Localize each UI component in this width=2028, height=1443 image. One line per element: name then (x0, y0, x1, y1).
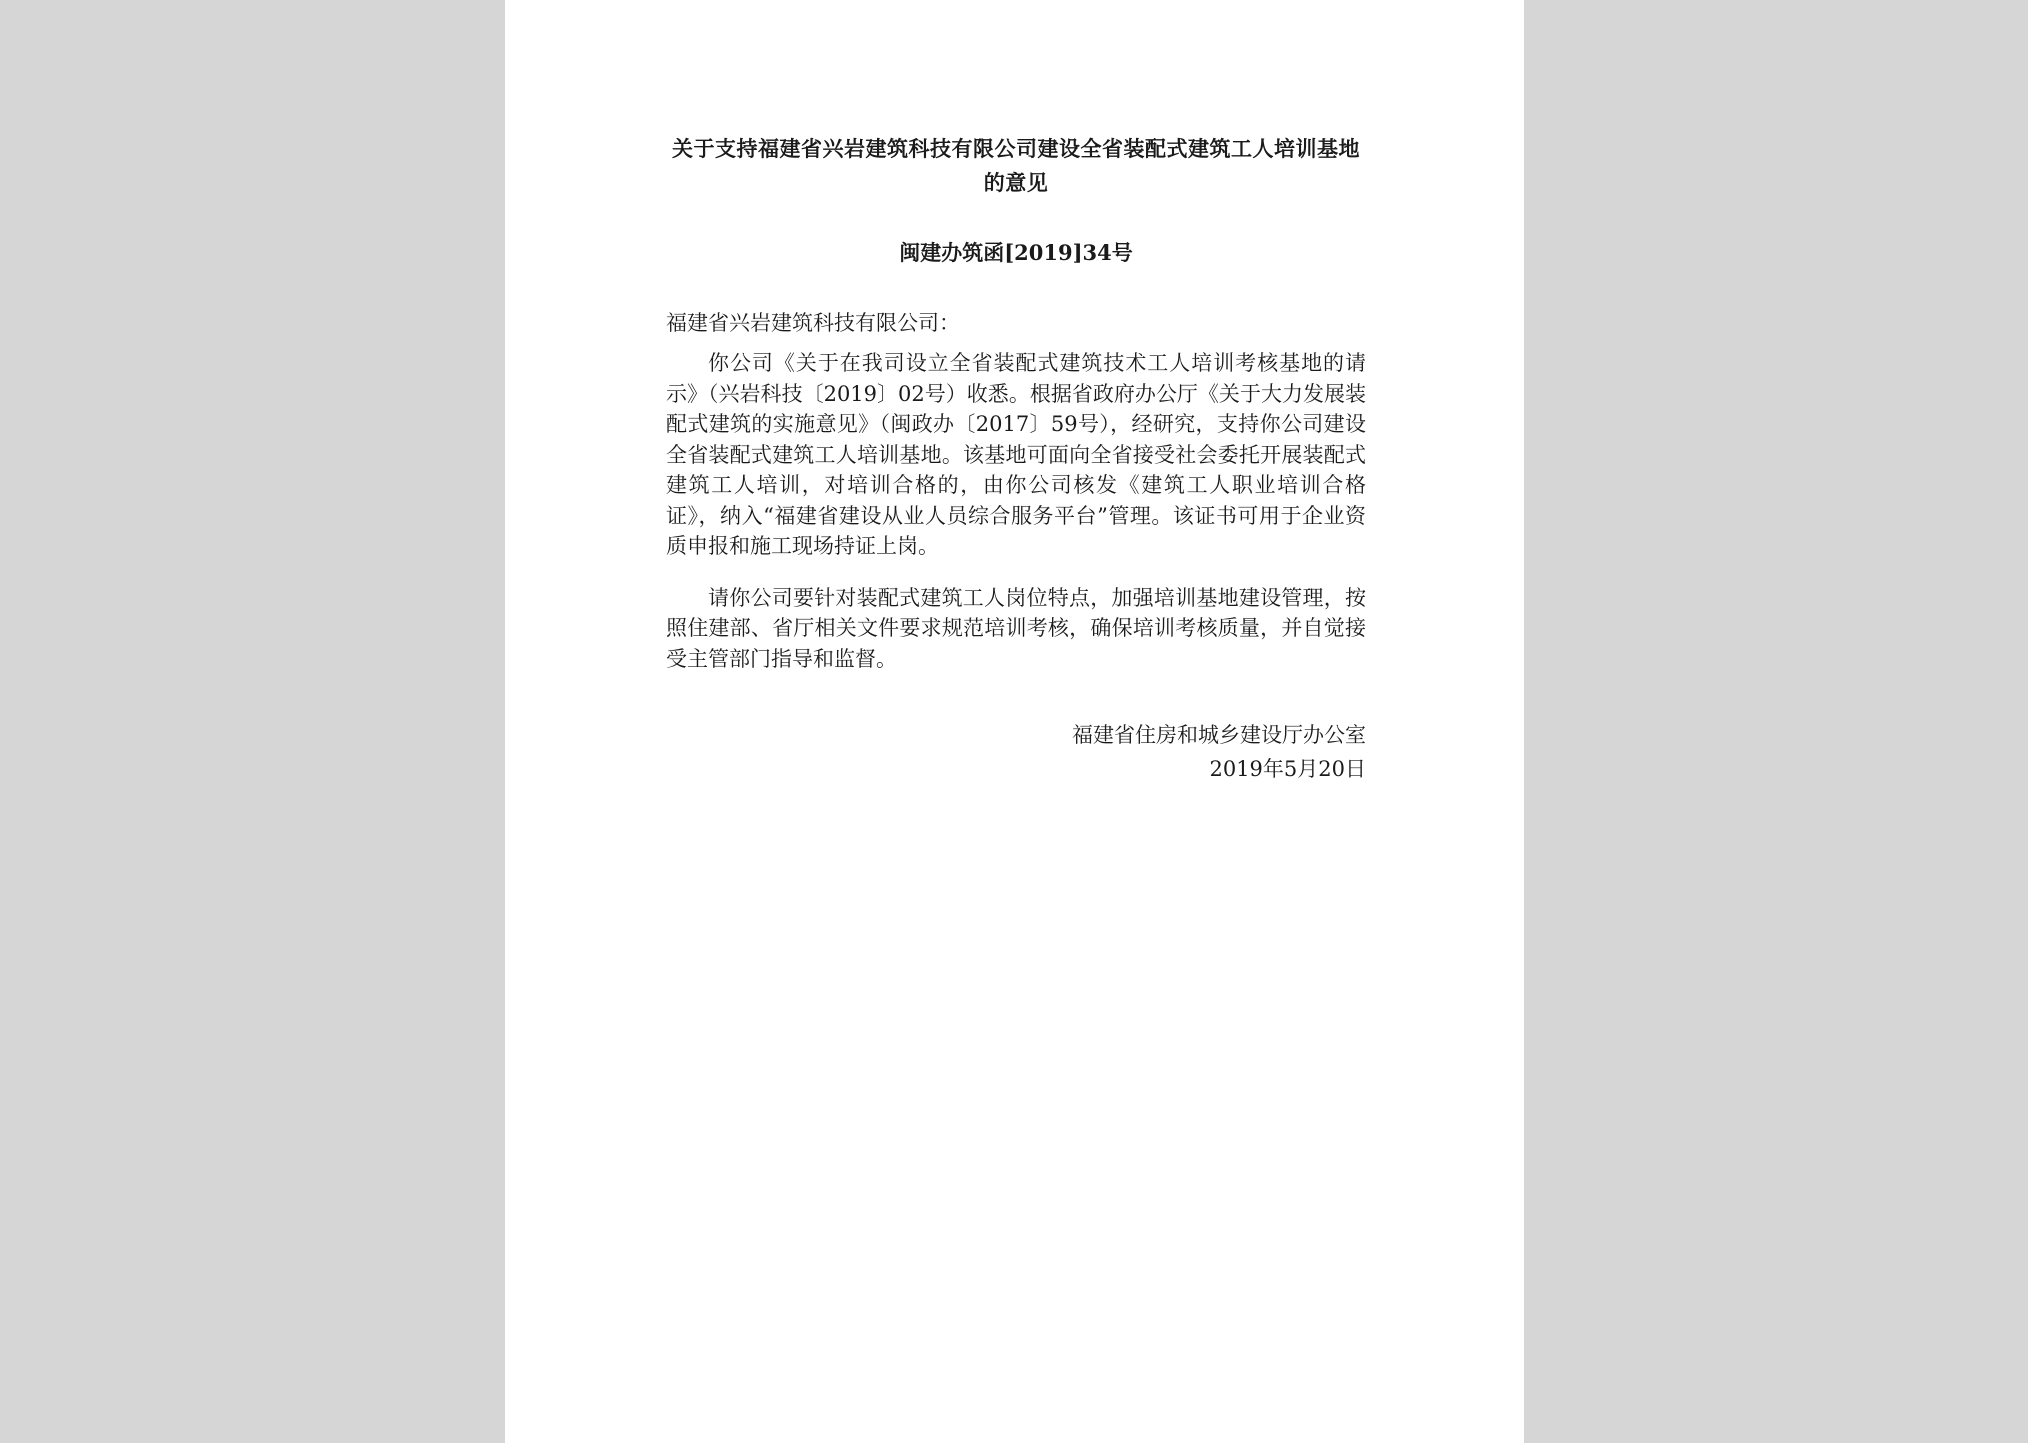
body-paragraph-2: 请你公司要针对装配式建筑工人岗位特点，加强培训基地建设管理，按照住建部、省厅相关文件要求规范培训考核，确保培训考核质量，并自觉接受主管部门指导和监督。 (666, 585, 1366, 671)
document-title: 关于支持福建省兴岩建筑科技有限公司建设全省装配式建筑工人培训基地的意见 (672, 136, 1360, 195)
document-number: 闽建办筑函[2019]34号 (899, 240, 1133, 265)
signature-date: 2019年5月20日 (1209, 757, 1366, 781)
document-content (666, 132, 1366, 786)
document-page (505, 0, 1524, 1443)
body-paragraph-1: 你公司《关于在我司设立全省装配式建筑技术工人培训考核基地的请示》（兴岩科技〔2019〕02号）收悉。根据省政府办公厅《关于大力发展装配式建筑的实施意见》（闽政办〔2017〕59号），经研究，支持你公司建设全省装配式建筑工人培训基地。该基地可面向全省接受社会委托开展装配式建筑工人培训，对培训合格的，由你公司核发《建筑工人职业培训合格证》，纳入“福建省建设从业人员综合服务平台”管理。该证书可用于企业资质申报和施工现场持证上岗。 (666, 351, 1366, 558)
signature-organization: 福建省住房和城乡建设厅办公室 (1072, 723, 1366, 747)
addressee: 福建省兴岩建筑科技有限公司： (666, 311, 960, 335)
